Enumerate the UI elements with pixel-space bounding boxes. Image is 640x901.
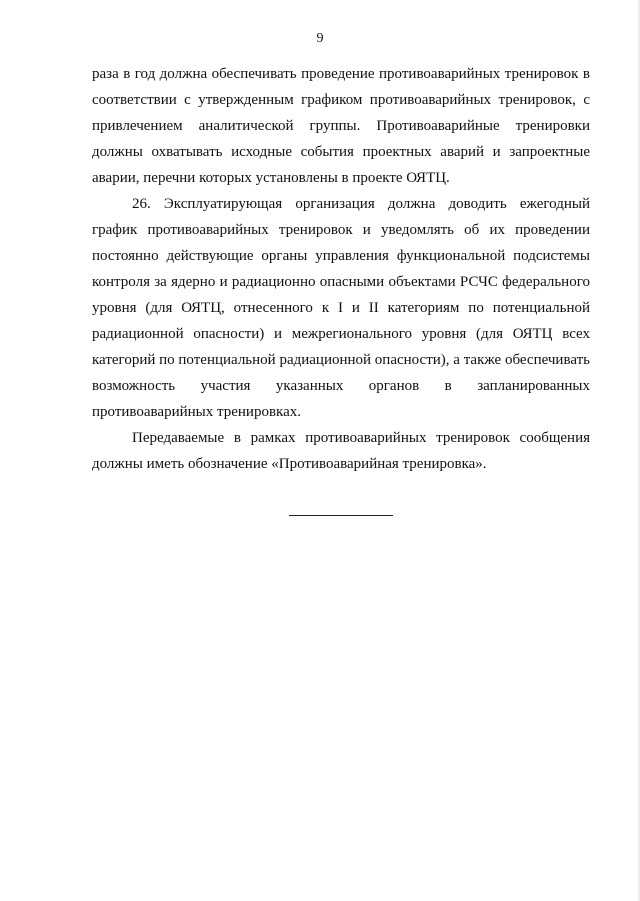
paragraph-continuation: раза в год должна обеспечивать проведение противоаварийных тренировок в соответствии с утвержденным графиком противоаварийных тренировок, с привлечением аналитической группы. Противоаварийные тренировки должны охватывать исходные события проектных аварий и запроектные аварии, перечни которых установлены в проекте ОЯТЦ. — [92, 66, 590, 186]
paragraph-messages: Передаваемые в рамках противоаварийных тренировок сообщения должны иметь обозначение «Противоаварийная тренировка». — [92, 430, 590, 472]
document-body — [92, 61, 590, 477]
end-separator-line — [289, 515, 393, 516]
page-number: 9 — [316, 31, 324, 46]
paragraph-item-26: 26. Эксплуатирующая организация должна доводить ежегодный график противоаварийных тренировок и уведомлять об их проведении постоянно действующие органы управления функциональной подсистемы контроля за ядерно и радиационно опасными объектами РСЧС федерального уровня (для ОЯТЦ, отнесенного к I и II категориям по потенциальной радиационной опасности) и межрегионального уровня (для ОЯТЦ всех категорий по потенциальной радиационной опасности), а также обеспечивать возможность участия указанных органов в запланированных противоаварийных тренировках. — [92, 196, 591, 420]
